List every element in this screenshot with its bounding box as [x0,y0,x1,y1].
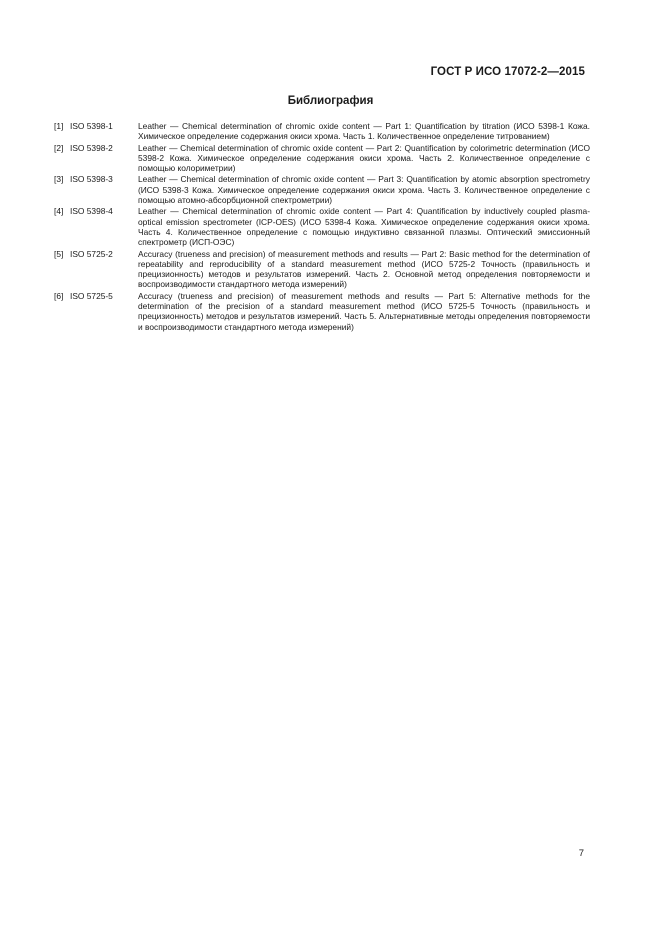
reference-code: ISO 5725-2 [70,248,113,259]
page-number: 7 [578,848,584,859]
reference-code: ISO 5398-2 [70,142,113,153]
standard-identifier: ГОСТ Р ИСО 17072-2—2015 [430,66,585,78]
reference-text: Leather — Chemical determination of chromic oxide content — Part 3: Quantification by atomic absorption spectrometry (ИСО 5398-3 Кожа. Химическое определение содержания окиси хрома. Часть 3. Количественное определение с помощью атомно-абсорбционной спектрометрии) [138,174,590,206]
reference-item [54,291,590,332]
reference-text: Leather — Chemical determination of chromic oxide content — Part 4: Quantification by inductively coupled plasma-optical emission spectrometer (ICP-OES) (ИСО 5398-4 Кожа. Химическое определение содержания окиси хрома. Часть 4. Количественное определение с помощью индуктивно связанной плазмы. Оптический эмиссионный спектрометр (ИСП-ОЭС) [138,206,590,248]
reference-text: Accuracy (trueness and precision) of measurement methods and results — Part 2: Basic method for the determination of repeatability and reproducibility of a standard measurement method (ИСО 5725-2 Точность (правильность и прецизионность) методов и результатов измерений. Часть 2. Основной метод определения повторяемости и воспроизводимости стандартного метода измерений) [138,248,590,290]
reference-item [54,143,590,174]
reference-code: ISO 5398-3 [70,174,113,185]
reference-code: ISO 5398-1 [70,121,113,131]
reference-number: [3] [54,174,64,185]
bibliography-title: Библиография [287,95,374,107]
reference-number: [1] [54,121,64,131]
reference-number: [2] [54,142,64,153]
reference-text: Accuracy (trueness and precision) of measurement methods and results — Part 5: Alternative methods for the determination of the precision of a standard measurement method (ИСО 5725-5 Точность (правильность и прецизионность) методов и результатов измерений. Часть 5. Альтернативные методы определения повторяемости и воспроизводимости стандартного метода измерений) [138,290,590,332]
reference-code: ISO 5725-5 [70,290,113,301]
reference-number: [4] [54,206,64,217]
reference-text: Leather — Chemical determination of chromic oxide content — Part 1: Quantification by titration (ИСО 5398-1 Кожа. Химическое определение содержания окиси хрома. Часть 1. Количественное определение титрованием) [138,121,590,142]
reference-item [54,249,590,290]
reference-item [54,121,590,142]
reference-number: [6] [54,290,64,301]
reference-list [54,121,590,333]
reference-number: [5] [54,248,64,259]
reference-code: ISO 5398-4 [70,206,113,217]
reference-item [54,206,590,247]
reference-item [54,174,590,205]
reference-text: Leather — Chemical determination of chromic oxide content — Part 2: Quantification by colorimetric determination (ИСО 5398-2 Кожа. Химическое определение содержания окиси хрома. Часть 2. Количественное определение с помощью колориметрии) [138,142,590,174]
